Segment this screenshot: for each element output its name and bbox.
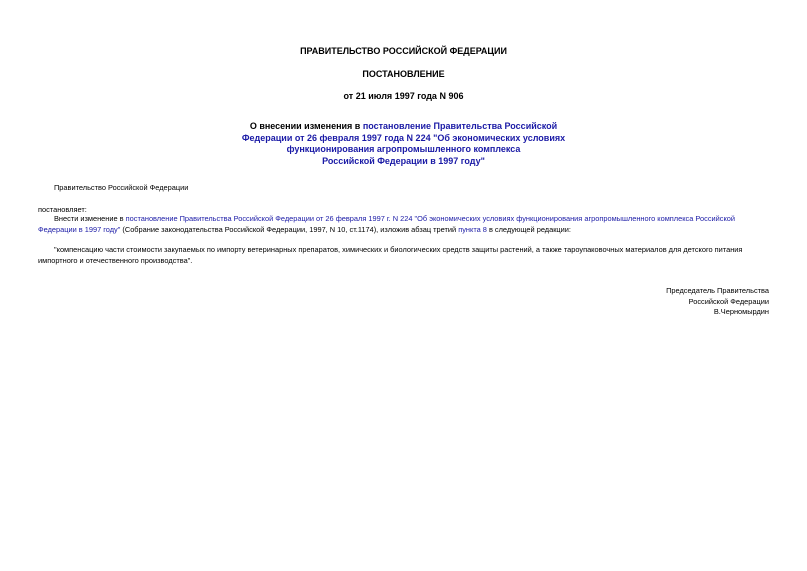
new-wording-paragraph: "компенсацию части стоимости закупаемых по импорту ветеринарных препаратов, химических и биологических средств защиты растений, а также тароупаковочных материалов для детского питания импортного и отечественного производства".	[38, 245, 743, 265]
signature-organization: Российской Федерации	[688, 296, 769, 306]
document-date-number: от 21 июля 1997 года N 906	[343, 91, 464, 101]
title-link-line-4[interactable]: Российской Федерации в 1997 году"	[322, 155, 485, 166]
body-resolves: постановляет:	[38, 205, 87, 214]
title-link-line-2[interactable]: Федерации от 26 февраля 1997 года N 224 "Об экономических условиях	[241, 132, 566, 143]
resolution-224-link[interactable]: постановление Правительства Российской Федерации от 26 февраля 1997 г. N 224 "Об экономических условиях функционирования агропромышленного комплекса Российской Федерации в 1997 году"	[38, 214, 736, 234]
title-prefix: О внесении изменения в	[249, 121, 363, 131]
document-type: ПОСТАНОВЛЕНИЕ	[362, 69, 445, 79]
para1-end: в следующей редакции:	[486, 224, 571, 234]
point-8-link[interactable]: пункта 8	[458, 224, 487, 234]
amendment-paragraph	[38, 214, 773, 235]
document-title	[0, 121, 807, 167]
para1-mid: (Собрание законодательства Российской Федерации, 1997, N 10, ст.1174), изложив абзац третий	[120, 224, 459, 234]
signature-block	[666, 286, 769, 318]
title-link-line-1[interactable]: постановление Правительства Российской	[362, 121, 558, 131]
title-link-line-3[interactable]: функционирования агропромышленного комплекса	[286, 144, 521, 154]
para1-start: Внести изменение в	[54, 214, 126, 223]
signature-position: Председатель Правительства	[666, 286, 769, 295]
body-government: Правительство Российской Федерации	[54, 183, 189, 192]
signature-name: В.Черномырдин	[713, 307, 769, 317]
government-header: ПРАВИТЕЛЬСТВО РОССИЙСКОЙ ФЕДЕРАЦИИ	[300, 46, 507, 56]
